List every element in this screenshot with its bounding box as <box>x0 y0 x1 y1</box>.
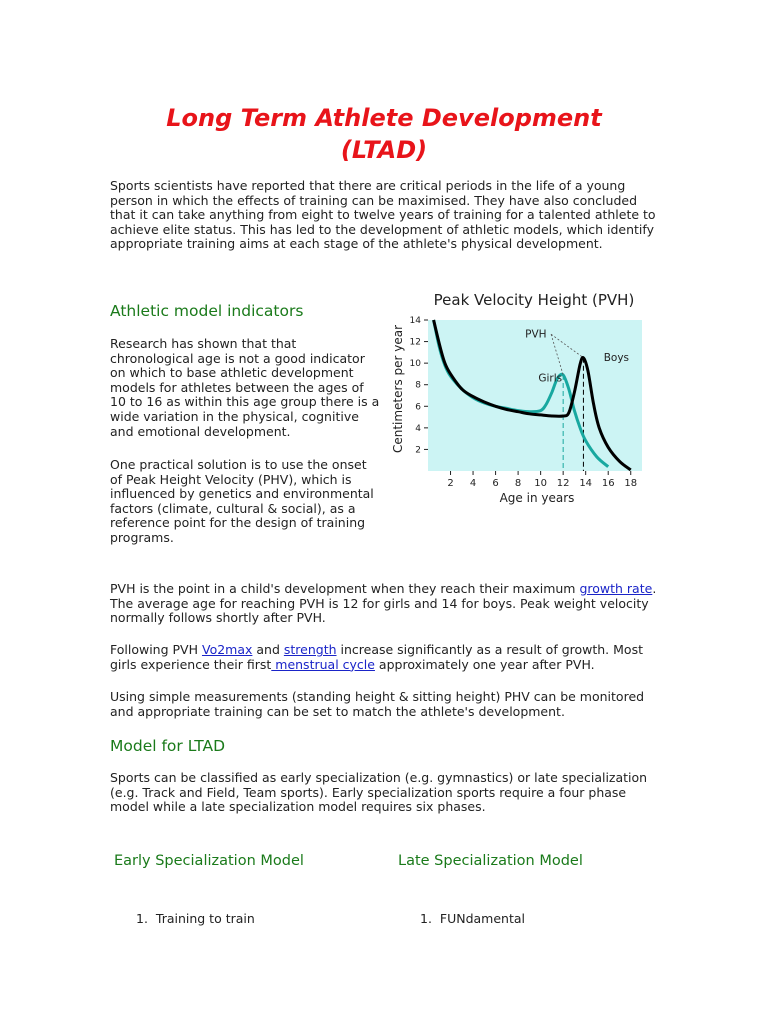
following-text-4: approximately one year after PVH. <box>374 656 595 672</box>
following-text-2: and <box>252 642 284 657</box>
following-text-1: Following PVH <box>110 642 202 657</box>
x-tick-label: 14 <box>579 478 593 489</box>
research-paragraph: Research has shown that that chronological age is not a good indicator on which to base athletic development models for athletes between the ages of 10 to 16 as within this age group there is a wide variation in the physical, cognitive and emotional development. <box>110 336 380 439</box>
y-tick-label: 10 <box>409 359 421 370</box>
x-axis-label: Age in years <box>499 491 575 505</box>
pvh-chart <box>384 284 674 512</box>
early-model-list-item <box>136 911 255 926</box>
list-item-text: FUNdamental <box>439 911 525 926</box>
chart-title: Peak Velocity Height (PVH) <box>433 291 635 309</box>
vo2max-link[interactable]: Vo2max <box>201 642 253 657</box>
x-tick-label: 16 <box>601 478 615 489</box>
early-specialization-heading: Early Specialization Model <box>114 853 304 869</box>
model-for-ltad-heading: Model for LTAD <box>110 737 226 755</box>
y-tick-label: 6 <box>415 402 421 413</box>
title-line-2: (LTAD) <box>340 136 428 164</box>
y-tick-label: 8 <box>415 380 421 391</box>
list-item-text: Training to train <box>155 911 255 926</box>
y-axis-label: Centimeters per year <box>391 324 405 454</box>
pvh-text-2: . The average age for reaching PVH is 12 for girls and 14 for boys. Peak weight velocity normally follows shortly after PVH. <box>110 581 657 626</box>
title-line-1: Long Term Athlete Development <box>166 104 602 132</box>
pvh-paragraph <box>110 582 658 626</box>
pvh-text-1: PVH is the point in a child's development when they reach their maximum <box>110 581 580 596</box>
list-number: 1. <box>136 911 148 926</box>
y-tick-label: 2 <box>415 445 421 456</box>
following-paragraph <box>110 643 658 672</box>
page-title <box>0 102 768 166</box>
following-text-3: increase significantly as a result of growth. Most girls experience their first <box>110 642 643 672</box>
late-specialization-heading: Late Specialization Model <box>398 853 583 869</box>
x-tick-label: 12 <box>556 478 570 489</box>
boys-annotation: Boys <box>603 351 630 364</box>
x-tick-label: 6 <box>492 478 499 489</box>
x-tick-label: 18 <box>624 478 638 489</box>
girls-annotation: Girls <box>538 372 563 385</box>
x-tick-label: 4 <box>469 478 477 489</box>
growth-rate-link[interactable]: growth rate <box>579 581 653 596</box>
athletic-model-heading: Athletic model indicators <box>110 302 304 320</box>
x-tick-label: 8 <box>514 478 522 489</box>
y-tick-label: 4 <box>415 423 421 434</box>
phv-solution-paragraph: One practical solution is to use the onset of Peak Height Velocity (PHV), which is influenced by genetics and environmental factors (climate, cultural & social), as a reference point for the design of training programs. <box>110 457 374 545</box>
x-tick-label: 2 <box>447 478 454 489</box>
strength-link[interactable]: strength <box>283 642 337 657</box>
y-tick-label: 14 <box>409 316 421 326</box>
menstrual-cycle-link[interactable]: menstrual cycle <box>271 656 375 672</box>
pvh-annotation: PVH <box>525 328 547 341</box>
measurement-paragraph: Using simple measurements (standing height & sitting height) PHV can be monitored and appropriate training can be set to match the athlete's development. <box>110 689 645 719</box>
y-tick-label: 12 <box>409 337 421 348</box>
intro-paragraph: Sports scientists have reported that there are critical periods in the life of a young person in which the effects of training can be maximised. They have also concluded that it can take anything from eight to twelve years of training for a talented athlete to achieve elite status. This has led to the development of athletic models, which identify appropriate training aims at each stage of the athlete's physical development. <box>110 178 656 252</box>
list-number: 1. <box>420 911 432 926</box>
specialization-paragraph: Sports can be classified as early specialization (e.g. gymnastics) or late specialization (e.g. Track and Field, Team sports). Early specialization sports require a four phase model while a late specialization model requires six phases. <box>110 770 648 815</box>
late-model-list-item <box>420 911 525 926</box>
x-tick-label: 10 <box>534 478 547 489</box>
